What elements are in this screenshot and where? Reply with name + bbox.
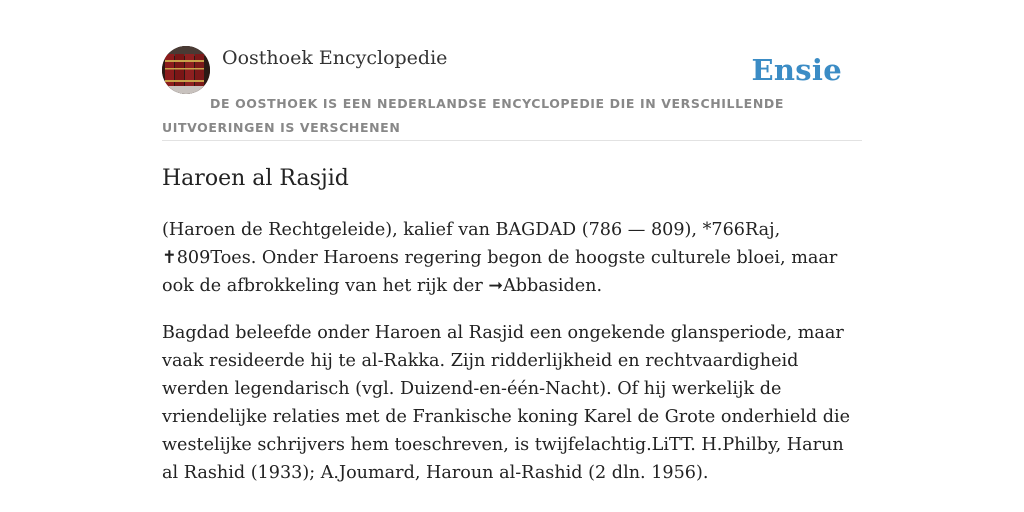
site-tagline: DE OOSTHOEK IS EEN NEDERLANDSE ENCYCLOPEDIE DIE IN VERSCHILLENDE UITVOERINGEN IS VERSCHENEN bbox=[162, 96, 784, 135]
site-header bbox=[162, 46, 862, 141]
site-name[interactable]: Oosthoek Encyclopedie bbox=[222, 47, 448, 69]
article-paragraph: Bagdad beleefde onder Haroen al Rasjid een ongekende glansperiode, maar vaak resideerde hij te al-Rakka. Zijn ridderlijkheid en rechtvaardigheid werden legendarisch (vgl. Duizend-en-één-Nacht). Of hij werkelijk de vriendelijke relaties met de Frankische koning Karel de Grote onderhield die westelijke schrijvers hem toeschreven, is twijfelachtig.LiTT. H.Philby, Harun al Rashid (1933); A.Joumard, Haroun al-Rashid (2 dln. 1956). bbox=[162, 323, 851, 483]
article-title: Haroen al Rasjid bbox=[162, 166, 349, 191]
brand-logo[interactable]: Ensie bbox=[751, 53, 842, 87]
article bbox=[162, 162, 862, 487]
encyclopedia-books-icon[interactable] bbox=[162, 46, 210, 94]
article-paragraph: (Haroen de Rechtgeleide), kalief van BAGDAD (786 — 809), *766Raj, ✝809Toes. Onder Haroens regering begon de hoogste culturele bloei, maar ook de afbrokkeling van het rijk der ➞Abbasiden. bbox=[162, 220, 838, 296]
